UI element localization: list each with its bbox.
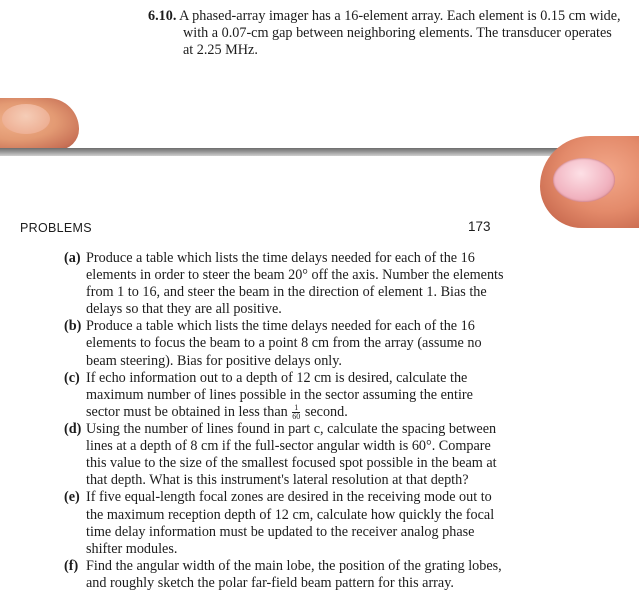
fraction-denominator: 60 xyxy=(292,412,301,422)
part-label: (e) xyxy=(64,489,80,506)
part-line: Produce a table which lists the time delays needed for each of the 16 xyxy=(86,318,475,335)
part-label: (b) xyxy=(64,318,82,335)
part-label: (d) xyxy=(64,421,82,438)
part-line: Find the angular width of the main lobe, the position of the grating lobes, xyxy=(86,557,502,574)
part-line: lines at a depth of 8 cm if the full-sector angular width is 60°. Compare xyxy=(86,438,491,455)
part-e xyxy=(64,489,634,557)
part-a xyxy=(64,250,634,318)
part-label: (c) xyxy=(64,369,80,386)
part-line: delays so that they are all positive. xyxy=(86,301,282,318)
part-line-text: second. xyxy=(304,403,348,420)
part-line-text: sector must be obtained in less than xyxy=(86,403,288,420)
part-b xyxy=(64,318,634,369)
fraction-one-sixtieth xyxy=(292,404,300,421)
page-divider xyxy=(0,148,639,156)
problem-parts xyxy=(64,250,634,592)
part-label: (a) xyxy=(64,250,81,266)
part-line: this value to the size of the smallest focused spot possible in the beam at xyxy=(86,455,497,472)
fraction-numerator: 1 xyxy=(294,403,299,413)
part-line: Produce a table which lists the time delays needed for each of the 16 xyxy=(86,250,475,266)
part-line: beam steering). Bias for positive delays only. xyxy=(86,352,342,369)
part-line: Using the number of lines found in part c, calculate the spacing between xyxy=(86,421,497,438)
part-f xyxy=(64,558,634,592)
part-label: (f) xyxy=(64,557,79,574)
intro-line-2: with a 0.07-cm gap between neighboring elements. The transducer operates xyxy=(183,25,612,41)
part-d xyxy=(64,421,634,489)
running-header: PROBLEMS xyxy=(20,221,92,235)
part-line: from 1 to 16, and steer the beam in the direction of element 1. Bias the xyxy=(86,284,487,301)
part-line: If five equal-length focal zones are desired in the receiving mode out to xyxy=(86,489,492,506)
part-line: elements to focus the beam to a point 8 cm from the array (assume no xyxy=(86,335,482,352)
intro-line-1: A phased-array imager has a 16-element array. Each element is 0.15 cm wide, xyxy=(179,8,621,24)
part-line: shifter modules. xyxy=(86,540,178,557)
part-line: and roughly sketch the polar far-field beam pattern for this array. xyxy=(86,574,454,591)
problem-6-10-intro xyxy=(148,8,634,59)
part-line xyxy=(86,404,634,421)
part-line: maximum number of lines possible in the sector assuming the entire xyxy=(86,386,473,403)
part-line: If echo information out to a depth of 12 cm is desired, calculate the xyxy=(86,369,468,386)
right-thumb-nail xyxy=(553,158,615,202)
part-line: time delay information must be updated to the receiver analog phase xyxy=(86,523,475,540)
page-number: 173 xyxy=(468,219,491,234)
intro-line-3: at 2.25 MHz. xyxy=(183,42,258,58)
top-page xyxy=(0,0,639,150)
part-line: that depth. What is this instrument's lateral resolution at that depth? xyxy=(86,472,469,489)
part-line: the maximum reception depth of 12 cm, calculate how quickly the focal xyxy=(86,506,495,523)
part-c xyxy=(64,370,634,421)
problem-number: 6.10. xyxy=(148,8,177,24)
left-thumbnail-nail xyxy=(2,104,50,134)
part-line: elements in order to steer the beam 20° off the axis. Number the elements xyxy=(86,267,504,284)
